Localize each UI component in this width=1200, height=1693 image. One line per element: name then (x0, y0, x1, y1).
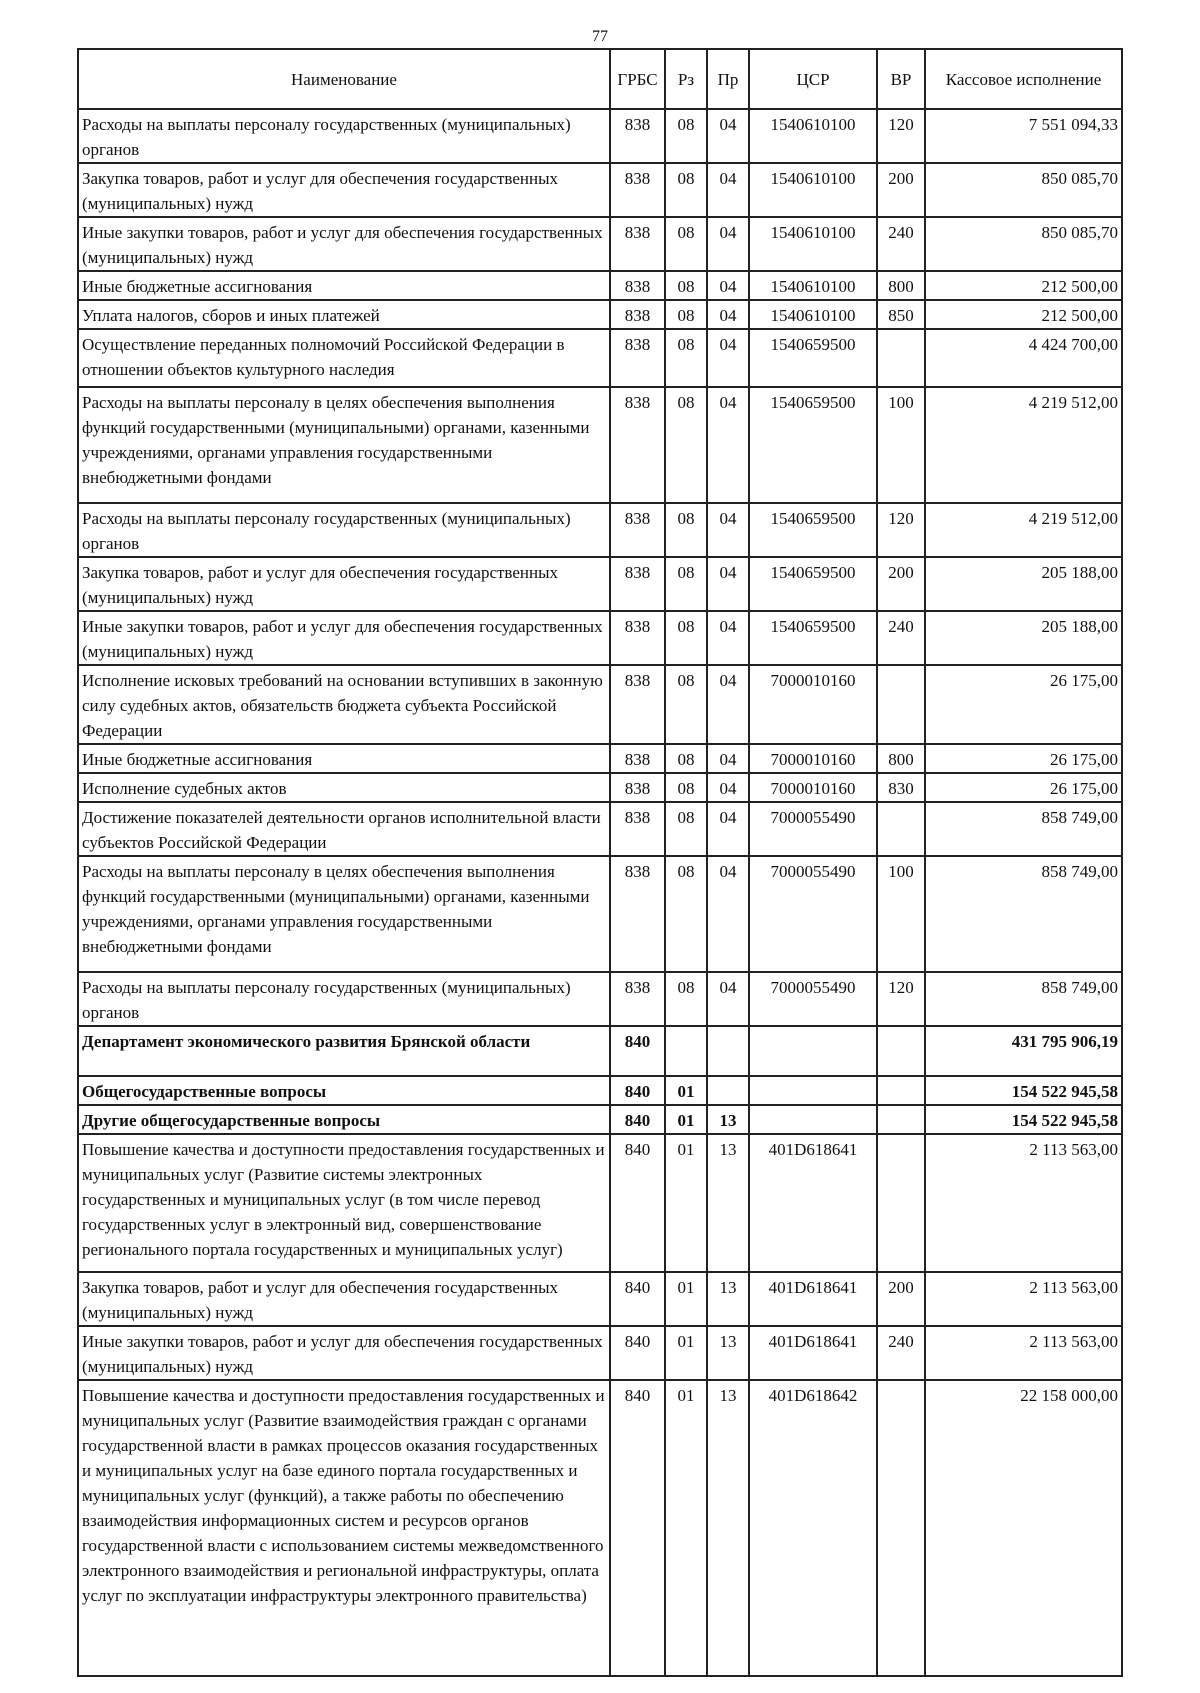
row-csr: 1540659500 (749, 329, 877, 387)
row-pr: 13 (707, 1326, 749, 1380)
row-grbs: 838 (610, 773, 665, 802)
table-row (78, 972, 1122, 1026)
row-pr: 04 (707, 665, 749, 744)
row-amount: 431 795 906,19 (925, 1026, 1122, 1076)
budget-execution-table (77, 48, 1123, 1677)
row-csr (749, 1105, 877, 1134)
row-pr: 04 (707, 217, 749, 271)
row-amount: 850 085,70 (925, 217, 1122, 271)
row-rz: 08 (665, 271, 707, 300)
header-rz: Рз (665, 49, 707, 109)
row-vr: 200 (877, 163, 925, 217)
row-rz: 08 (665, 503, 707, 557)
row-amount: 212 500,00 (925, 300, 1122, 329)
row-csr: 1540610100 (749, 217, 877, 271)
row-name: Повышение качества и доступности предоставления государственных и муниципальных услуг (Развитие взаимодействия граждан с органами государственной власти в рамках процессов оказания государственных и муниципальных услуг на базе единого портала государственных и муниципальных услуг (функций), а также работы по обеспечению взаимодействия информационных систем и ресурсов органов государственной власти с использованием системы межведомственного электронного взаимодействия и региональной инфраструктуры, оплата услуг по эксплуатации инфраструктуры электронного правительства) (78, 1380, 610, 1676)
row-rz: 08 (665, 300, 707, 329)
row-vr (877, 1076, 925, 1105)
row-vr: 240 (877, 611, 925, 665)
row-amount: 22 158 000,00 (925, 1380, 1122, 1676)
row-amount: 858 749,00 (925, 802, 1122, 856)
row-name: Иные бюджетные ассигнования (78, 271, 610, 300)
row-csr: 7000010160 (749, 665, 877, 744)
row-name: Закупка товаров, работ и услуг для обеспечения государственных (муниципальных) нужд (78, 163, 610, 217)
row-pr: 04 (707, 802, 749, 856)
row-name: Иные закупки товаров, работ и услуг для обеспечения государственных (муниципальных) нужд (78, 217, 610, 271)
row-rz: 01 (665, 1134, 707, 1272)
row-csr: 401D618641 (749, 1272, 877, 1326)
table-row (78, 1134, 1122, 1272)
row-grbs: 838 (610, 665, 665, 744)
page-number: 77 (592, 28, 608, 45)
header-amount: Кассовое исполнение (925, 49, 1122, 109)
row-grbs: 838 (610, 109, 665, 163)
row-name: Исполнение исковых требований на основании вступивших в законную силу судебных актов, обязательств бюджета субъекта Российской Федерации (78, 665, 610, 744)
header-pr: Пр (707, 49, 749, 109)
row-vr (877, 329, 925, 387)
row-grbs: 840 (610, 1105, 665, 1134)
row-vr: 240 (877, 1326, 925, 1380)
row-csr: 1540659500 (749, 387, 877, 503)
row-grbs: 840 (610, 1076, 665, 1105)
row-name: Расходы на выплаты персоналу в целях обеспечения выполнения функций государственными (муниципальными) органами, казенными учреждениями, органами управления государственными внебюджетными фондами (78, 856, 610, 972)
row-pr: 13 (707, 1272, 749, 1326)
table-row (78, 109, 1122, 163)
header-grbs: ГРБС (610, 49, 665, 109)
row-csr: 7000055490 (749, 972, 877, 1026)
row-name: Иные бюджетные ассигнования (78, 744, 610, 773)
row-pr: 04 (707, 387, 749, 503)
row-rz: 08 (665, 611, 707, 665)
row-pr: 04 (707, 744, 749, 773)
row-rz: 08 (665, 802, 707, 856)
row-csr: 401D618642 (749, 1380, 877, 1676)
row-vr: 100 (877, 856, 925, 972)
row-vr: 120 (877, 972, 925, 1026)
row-csr: 1540610100 (749, 109, 877, 163)
row-csr: 1540610100 (749, 271, 877, 300)
row-grbs: 840 (610, 1134, 665, 1272)
row-csr: 7000010160 (749, 773, 877, 802)
row-rz: 01 (665, 1105, 707, 1134)
row-amount: 154 522 945,58 (925, 1076, 1122, 1105)
row-name: Иные закупки товаров, работ и услуг для обеспечения государственных (муниципальных) нужд (78, 611, 610, 665)
row-csr: 1540659500 (749, 557, 877, 611)
table-row (78, 1326, 1122, 1380)
row-amount: 2 113 563,00 (925, 1326, 1122, 1380)
row-grbs: 840 (610, 1326, 665, 1380)
row-grbs: 838 (610, 271, 665, 300)
row-name: Расходы на выплаты персоналу государственных (муниципальных) органов (78, 109, 610, 163)
row-grbs: 838 (610, 163, 665, 217)
row-name: Расходы на выплаты персоналу государственных (муниципальных) органов (78, 972, 610, 1026)
row-grbs: 838 (610, 744, 665, 773)
row-name: Повышение качества и доступности предоставления государственных и муниципальных услуг (Развитие системы электронных государственных и муниципальных услуг (в том числе перевод государственных услуг в электронный вид, совершенствование регионального портала государственных и муниципальных услуг) (78, 1134, 610, 1272)
table-row (78, 387, 1122, 503)
row-vr (877, 1380, 925, 1676)
table-row (78, 802, 1122, 856)
row-pr: 04 (707, 856, 749, 972)
row-rz: 08 (665, 773, 707, 802)
row-rz: 01 (665, 1272, 707, 1326)
row-grbs: 838 (610, 300, 665, 329)
row-vr: 800 (877, 744, 925, 773)
row-csr: 401D618641 (749, 1134, 877, 1272)
row-csr (749, 1076, 877, 1105)
row-csr: 1540659500 (749, 503, 877, 557)
table-row (78, 856, 1122, 972)
row-grbs: 838 (610, 217, 665, 271)
row-grbs: 838 (610, 329, 665, 387)
row-name: Достижение показателей деятельности органов исполнительной власти субъектов Российской Федерации (78, 802, 610, 856)
table-row (78, 1272, 1122, 1326)
table-row (78, 665, 1122, 744)
row-vr: 200 (877, 1272, 925, 1326)
row-amount: 4 219 512,00 (925, 503, 1122, 557)
row-grbs: 838 (610, 387, 665, 503)
row-amount: 26 175,00 (925, 744, 1122, 773)
table-row (78, 557, 1122, 611)
row-name: Осуществление переданных полномочий Российской Федерации в отношении объектов культурного наследия (78, 329, 610, 387)
row-pr: 04 (707, 271, 749, 300)
row-amount: 154 522 945,58 (925, 1105, 1122, 1134)
row-rz: 01 (665, 1076, 707, 1105)
row-rz: 08 (665, 665, 707, 744)
row-csr: 1540610100 (749, 300, 877, 329)
table-row (78, 271, 1122, 300)
row-amount: 205 188,00 (925, 611, 1122, 665)
row-amount: 205 188,00 (925, 557, 1122, 611)
row-amount: 26 175,00 (925, 665, 1122, 744)
row-rz: 08 (665, 329, 707, 387)
row-pr: 13 (707, 1380, 749, 1676)
table-row (78, 329, 1122, 387)
table-row (78, 773, 1122, 802)
row-vr (877, 802, 925, 856)
row-amount: 7 551 094,33 (925, 109, 1122, 163)
row-vr: 120 (877, 109, 925, 163)
row-rz: 01 (665, 1326, 707, 1380)
row-rz: 08 (665, 387, 707, 503)
header-csr: ЦСР (749, 49, 877, 109)
row-pr: 04 (707, 300, 749, 329)
row-amount: 212 500,00 (925, 271, 1122, 300)
row-amount: 858 749,00 (925, 972, 1122, 1026)
row-amount: 4 219 512,00 (925, 387, 1122, 503)
row-csr: 401D618641 (749, 1326, 877, 1380)
table-row (78, 163, 1122, 217)
row-name: Исполнение судебных актов (78, 773, 610, 802)
row-pr: 13 (707, 1105, 749, 1134)
row-vr (877, 1105, 925, 1134)
row-name: Закупка товаров, работ и услуг для обеспечения государственных (муниципальных) нужд (78, 557, 610, 611)
row-rz: 08 (665, 163, 707, 217)
row-rz: 08 (665, 109, 707, 163)
row-name: Другие общегосударственные вопросы (78, 1105, 610, 1134)
row-pr: 13 (707, 1134, 749, 1272)
row-vr: 200 (877, 557, 925, 611)
row-name: Департамент экономического развития Брянской области (78, 1026, 610, 1076)
row-grbs: 838 (610, 802, 665, 856)
row-amount: 2 113 563,00 (925, 1272, 1122, 1326)
row-amount: 4 424 700,00 (925, 329, 1122, 387)
row-pr: 04 (707, 163, 749, 217)
table-row (78, 611, 1122, 665)
row-grbs: 838 (610, 557, 665, 611)
row-grbs: 838 (610, 611, 665, 665)
row-grbs: 838 (610, 856, 665, 972)
row-pr: 04 (707, 773, 749, 802)
row-grbs: 838 (610, 972, 665, 1026)
row-name: Иные закупки товаров, работ и услуг для обеспечения государственных (муниципальных) нужд (78, 1326, 610, 1380)
row-pr: 04 (707, 109, 749, 163)
table-row (78, 1380, 1122, 1676)
row-csr (749, 1026, 877, 1076)
header-vr: ВР (877, 49, 925, 109)
row-name: Общегосударственные вопросы (78, 1076, 610, 1105)
row-vr: 100 (877, 387, 925, 503)
row-csr: 7000055490 (749, 802, 877, 856)
row-name: Уплата налогов, сборов и иных платежей (78, 300, 610, 329)
row-name: Расходы на выплаты персоналу государственных (муниципальных) органов (78, 503, 610, 557)
row-rz (665, 1026, 707, 1076)
row-rz: 08 (665, 856, 707, 972)
row-vr (877, 665, 925, 744)
row-vr: 120 (877, 503, 925, 557)
row-csr: 1540610100 (749, 163, 877, 217)
row-csr: 7000010160 (749, 744, 877, 773)
row-pr: 04 (707, 972, 749, 1026)
table-row (78, 217, 1122, 271)
row-grbs: 838 (610, 503, 665, 557)
row-rz: 08 (665, 217, 707, 271)
table-row (78, 1076, 1122, 1105)
table-row (78, 744, 1122, 773)
row-grbs: 840 (610, 1026, 665, 1076)
table-header-row (78, 49, 1122, 109)
row-pr (707, 1076, 749, 1105)
row-grbs: 840 (610, 1380, 665, 1676)
row-amount: 2 113 563,00 (925, 1134, 1122, 1272)
row-rz: 01 (665, 1380, 707, 1676)
table-row (78, 300, 1122, 329)
row-vr: 850 (877, 300, 925, 329)
row-rz: 08 (665, 557, 707, 611)
row-name: Расходы на выплаты персоналу в целях обеспечения выполнения функций государственными (муниципальными) органами, казенными учреждениями, органами управления государственными внебюджетными фондами (78, 387, 610, 503)
row-grbs: 840 (610, 1272, 665, 1326)
row-vr: 830 (877, 773, 925, 802)
table-row (78, 503, 1122, 557)
row-pr (707, 1026, 749, 1076)
row-rz: 08 (665, 972, 707, 1026)
row-rz: 08 (665, 744, 707, 773)
header-name: Наименование (78, 49, 610, 109)
table-row (78, 1026, 1122, 1076)
row-pr: 04 (707, 503, 749, 557)
row-pr: 04 (707, 329, 749, 387)
row-pr: 04 (707, 557, 749, 611)
row-vr (877, 1026, 925, 1076)
table-row (78, 1105, 1122, 1134)
row-name: Закупка товаров, работ и услуг для обеспечения государственных (муниципальных) нужд (78, 1272, 610, 1326)
row-vr: 800 (877, 271, 925, 300)
row-amount: 26 175,00 (925, 773, 1122, 802)
row-vr (877, 1134, 925, 1272)
row-amount: 850 085,70 (925, 163, 1122, 217)
row-csr: 7000055490 (749, 856, 877, 972)
row-amount: 858 749,00 (925, 856, 1122, 972)
row-pr: 04 (707, 611, 749, 665)
row-vr: 240 (877, 217, 925, 271)
row-csr: 1540659500 (749, 611, 877, 665)
